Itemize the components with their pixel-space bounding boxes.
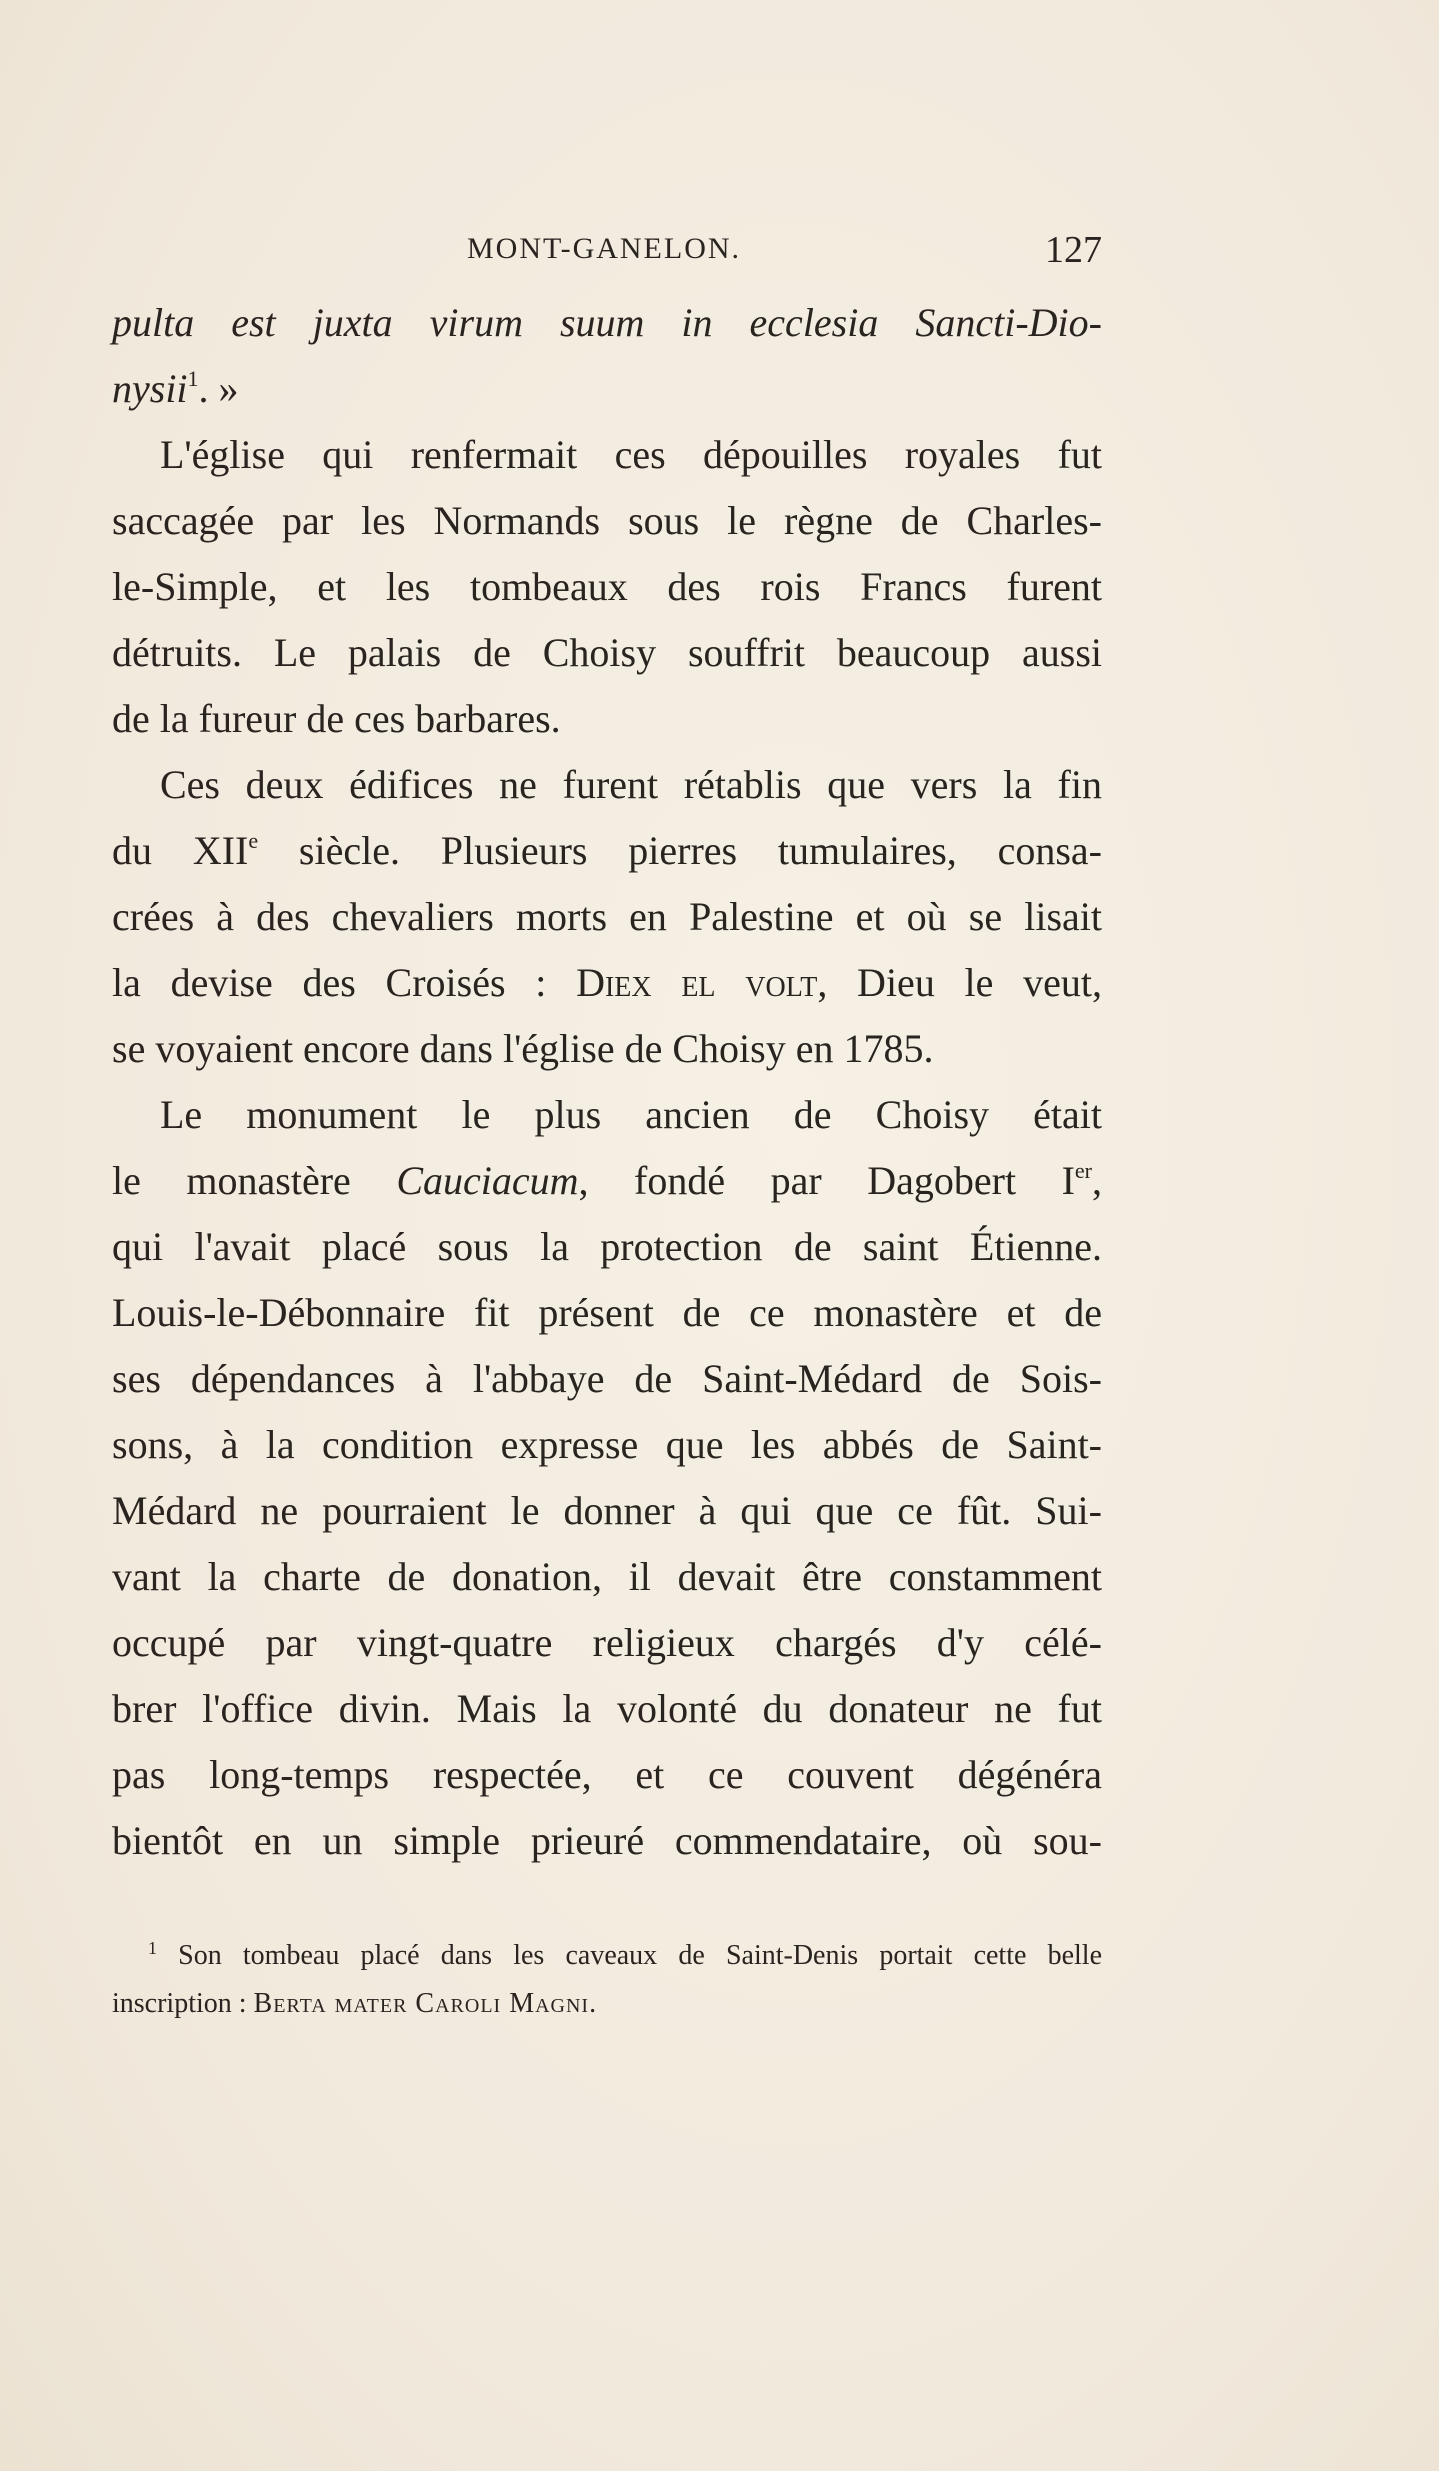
text-line: brer l'office divin. Mais la volonté du donateur ne fut xyxy=(112,1686,1102,1731)
text-line: du XIIe siècle. Plusieurs pierres tumulaires, consa- xyxy=(112,828,1102,873)
inscription: Berta mater Caroli Magni xyxy=(253,1988,590,2019)
text-line: le monastère Cauciacum, fondé par Dagobert Ier, xyxy=(112,1158,1103,1203)
footnote-marker: 1 xyxy=(148,1938,157,1958)
text-line: vant la charte de donation, il devait être constamment xyxy=(112,1554,1102,1599)
page-header xyxy=(112,229,1102,282)
body-text xyxy=(112,290,1102,1874)
footnote xyxy=(112,1932,1102,2028)
text-line: saccagée par les Normands sous le règne de Charles- xyxy=(112,498,1102,543)
text-line: bientôt en un simple prieuré commendataire, où sou- xyxy=(112,1818,1102,1863)
footnote-ref: 1 xyxy=(187,366,199,391)
text-line: sons, à la condition expresse que les abbés de Saint- xyxy=(112,1422,1102,1467)
text-line: le-Simple, et les tombeaux des rois Francs furent xyxy=(112,564,1102,609)
text-line: Louis-le-Débonnaire fit présent de ce monastère et de xyxy=(112,1290,1102,1335)
paragraph-start: L'église qui renfermait ces dépouilles royales fut xyxy=(160,432,1102,477)
text-line: pas long-temps respectée, et ce couvent dégénéra xyxy=(112,1752,1102,1797)
motto: Diex el volt xyxy=(576,960,818,1005)
text-line: pulta est juxta virum suum in ecclesia Sancti-Dio- xyxy=(112,300,1102,345)
text-line: la devise des Croisés : Diex el volt, Dieu le veut, xyxy=(112,960,1102,1005)
text-line: qui l'avait placé sous la protection de saint Étienne. xyxy=(112,1224,1102,1269)
paragraph-start: Ces deux édifices ne furent rétablis que vers la fin xyxy=(160,762,1102,807)
footnote-line: inscription : Berta mater Caroli Magni. xyxy=(112,1988,597,2019)
text-line: crées à des chevaliers morts en Palestine et où se lisait xyxy=(112,894,1102,939)
paragraph-start: Le monument le plus ancien de Choisy était xyxy=(160,1092,1102,1137)
text-line: se voyaient encore dans l'église de Choisy en 1785. xyxy=(112,1026,934,1071)
text-line: détruits. Le palais de Choisy souffrit beaucoup aussi xyxy=(112,630,1102,675)
page-number: 127 xyxy=(1045,229,1102,271)
text-line: occupé par vingt-quatre religieux chargés d'y célé- xyxy=(112,1620,1102,1665)
text-line: Médard ne pourraient le donner à qui que ce fût. Sui- xyxy=(112,1488,1102,1533)
running-title: MONT-GANELON. xyxy=(467,232,742,265)
text-line: nysii$^1$. » xyxy=(112,366,239,411)
footnote-line: $^1$ Son tombeau placé dans les caveaux de Saint-Denis portait cette belle xyxy=(148,1938,1102,1971)
text-line: de la fureur de ces barbares. xyxy=(112,696,561,741)
text-line: ses dépendances à l'abbaye de Saint-Médard de Sois- xyxy=(112,1356,1102,1401)
